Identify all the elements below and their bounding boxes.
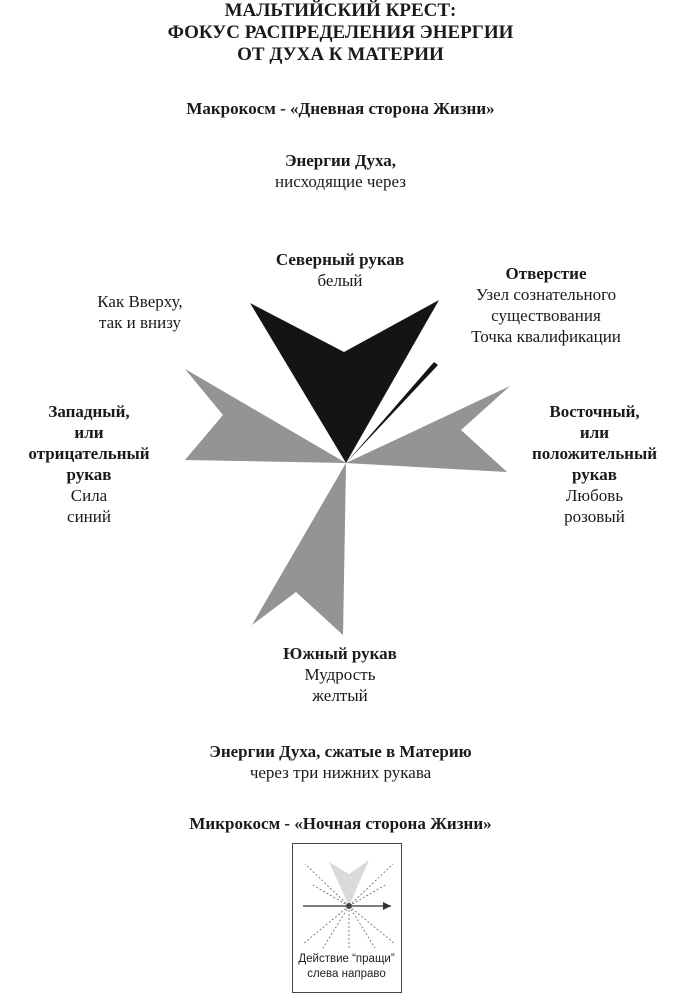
spirit-compressed-bold: Энергии Духа, сжатые в Материю [209,742,472,761]
opening-line-3: Точка квалификации [471,327,621,346]
opening-line-2: существования [491,306,601,325]
south-arm-color: желтый [312,686,368,705]
east-arm-line-4: рукав [572,465,617,484]
north-arm-label [240,249,440,291]
east-arm-line-1: Восточный, [549,402,640,421]
north-arm-name: Северный рукав [275,250,405,269]
east-arm-label [508,401,681,527]
west-arm-line-4: рукав [66,465,112,484]
macrocosm-label: Макрокосм - «Дневная сторона Жизни» [186,99,495,118]
sling-north-wing [329,860,369,906]
title-line-3: ОТ ДУХА К МАТЕРИИ [237,44,444,65]
south-arm-label [240,643,440,706]
spirit-compressed-label [0,741,681,783]
sling-center [346,903,352,909]
south-arm-name: Южный рукав [283,644,397,663]
title-line-2: ФОКУС РАСПРЕДЕЛЕНИЯ ЭНЕРГИИ [167,22,514,43]
west-arm-label [0,401,178,527]
south-arm [252,463,346,635]
west-arm-line-3: отрицательный [28,444,150,463]
south-arm-quality: Мудрость [304,665,376,684]
sling-arrow-head [383,902,391,910]
as-above-label [60,291,220,333]
as-above-line-2: так и внизу [98,313,182,332]
as-above-line-1: Как Вверху, [97,292,183,311]
east-arm-color: розовый [564,507,625,526]
north-arm-color: белый [317,271,363,290]
microcosm-label: Микрокосм - «Ночная сторона Жизни» [189,814,492,833]
west-arm-line-1: Западный, [48,402,130,421]
east-arm-line-2: или [579,423,610,442]
spirit-compressed-text: через три нижних рукава [249,763,432,782]
spirit-descending-label [0,150,681,192]
opening-name: Отверстие [505,264,587,283]
east-arm-line-3: положительный [531,444,658,463]
sling-caption-line-2: слева направо [307,968,386,980]
spirit-descending-bold: Энергии Духа, [284,151,397,170]
sling-caption-line-1: Действие “пращи” [298,953,395,965]
east-arm-quality: Любовь [565,486,624,505]
sling-action-inset [292,843,402,993]
title-line-1: МАЛЬТИЙСКИЙ КРЕСТ: [224,0,457,21]
west-arm-line-2: или [74,423,104,442]
west-arm-quality: Сила [70,486,108,505]
opening-line-1: Узел сознательного [475,285,617,304]
west-arm-color: синий [67,507,111,526]
sling-caption [293,952,400,982]
opening-label [440,263,652,347]
diagram-title [0,0,681,66]
spirit-descending-text: нисходящие через [275,172,406,191]
